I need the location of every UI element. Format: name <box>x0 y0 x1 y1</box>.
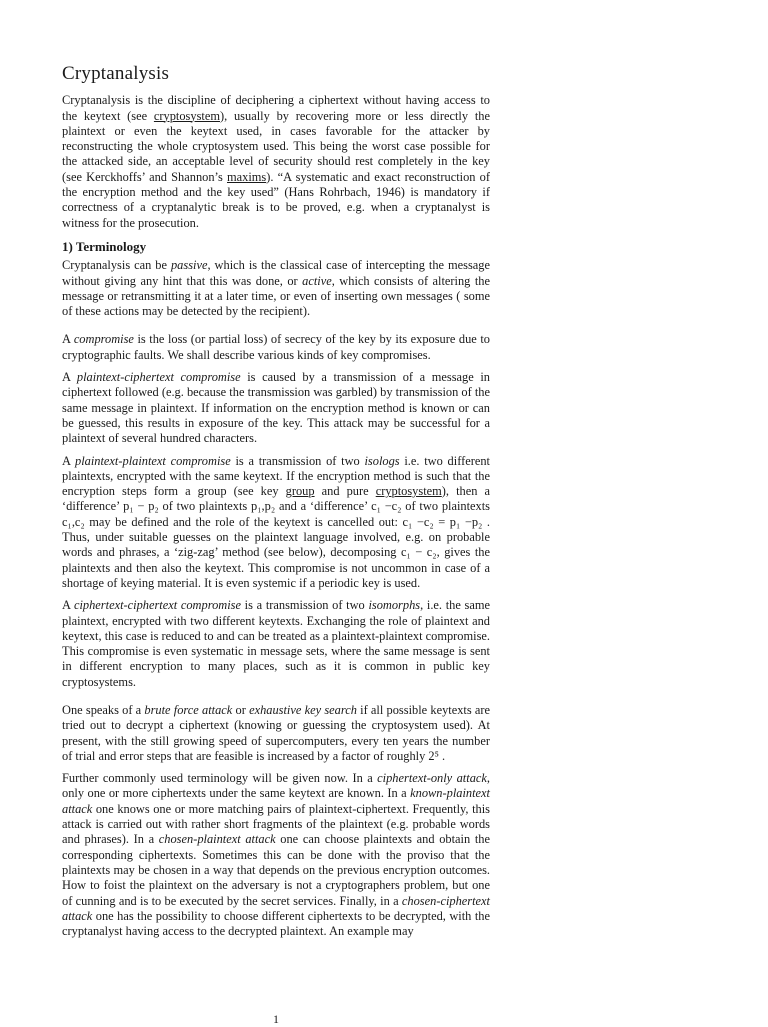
attack-types-paragraph: Further commonly used terminology will be given now. In a ciphertext-only attack, only one or more ciphertexts under the same keytext are known. In a known-plaintext attack one knows one or more matching pairs of plaintext-ciphertext. Frequently, this attack is carried out with rather short fragments of the plaintext (e.g. probable words and phrases). In a chosen-plaintext attack one can choose plaintexts and obtain the corresponding ciphertexts. Sometimes this can be done with the proviso that the plaintexts may be chosen in a way that depends on the previous encryption outcomes. How to foist the plaintext on the adversary is not a cryptographers problem, but one of cunning and is to be executed by the secret services. Finally, in a chosen-ciphertext attack one has the possibility to choose different ciphertexts to be decrypted, with the cryptanalyst having access to the decrypted plaintext. An example may <box>62 771 490 939</box>
ciphertext-ciphertext-paragraph: A ciphertext-ciphertext compromise is a transmission of two isomorphs, i.e. the same plaintext, encrypted with two different keytexts. Exchanging the role of plaintext and keytext, this case is reduced to and can be treated as a plaintext-plaintext compromise. This compromise is even systematic in message sets, where the same message is sent in different encryption to many places, such as it is common in public key cryptosystems. <box>62 598 490 689</box>
plaintext-plaintext-paragraph: A plaintext-plaintext compromise is a transmission of two isologs i.e. two different plaintexts, encrypted with the same keytext. If the encryption method is such that the encryption steps form a group (see key group and pure cryptosystem), then a ‘difference’ p₁ − p₂ of two plaintexts p₁,p₂ and a ‘difference’ c₁ −c₂ of two plaintexts c₁,c₂ may be defined and the role of the keytext is cancelled out: c₁ −c₂ = p₁ −p₂ . Thus, under suitable guesses on the plaintext language involved, e.g. on probable words and phrases, a ‘zig-zag’ method (see below), decomposing c₁ − c₂, gives the plaintexts and then also the keytext. This compromise is not uncommon in case of a shortage of keying material. It is even systemic if a periodic key is used. <box>62 453 490 590</box>
plaintext-ciphertext-paragraph: A plaintext-ciphertext compromise is caused by a transmission of a message in ciphertext followed (e.g. because the transmission was garbled) by transmission of the same message in plaintext. If information on the encryption method is known or can be guessed, this results in exposure of the key. This attack may be successful for a plaintext of several hundred characters. <box>62 370 490 446</box>
intro-paragraph: Cryptanalysis is the discipline of deciphering a ciphertext without having access to the keytext (see cryptosystem), usually by recovering more or less directly the plaintext or even the keytext used, in cases favorable for the attacker by reconstructing the whole cryptosystem used. This being the worst case possible for the attacked side, an acceptable level of security should rest completely in the key (see Kerckhoffs’ and Shannon’s maxims). “A systematic and exact reconstruction of the encryption method and the key used” (Hans Rohrbach, 1946) is mandatory if correctness of a cryptanalytic break is to be proved, e.g. when a cryptanalyst is witness for the prosecution. <box>62 93 490 230</box>
brute-force-paragraph: One speaks of a brute force attack or exhaustive key search if all possible keytexts are tried out to decrypt a ciphertext (knowing or guessing the cryptosystem used). At present, with the still growing speed of supercomputers, every ten years the number of trial and error steps that are feasible is increased by a factor of roughly 2⁵ . <box>62 702 491 763</box>
document-body <box>62 63 491 946</box>
cryptosystem-link[interactable]: cryptosystem <box>153 108 220 123</box>
compromise-paragraph: A compromise is the loss (or partial loss) of secrecy of the key by its exposure due to cryptographic faults. We shall describe various kinds of key compromises. <box>62 332 490 362</box>
cryptosystem-link-2[interactable]: cryptosystem <box>375 484 442 499</box>
maxims-link[interactable]: maxims <box>227 169 267 184</box>
page-number: 1 <box>273 1012 279 1026</box>
section-heading-terminology: 1) Terminology <box>62 238 147 254</box>
group-link[interactable]: group <box>285 484 315 499</box>
terminology-paragraph: Cryptanalysis can be passive, which is the classical case of intercepting the message without giving any hint that this was done, or active, which consists of altering the message or retransmitting it at a later time, or even of inserting own messages ( some of these actions may be detected by the recipient). <box>62 258 490 319</box>
page-title: Cryptanalysis <box>62 63 170 84</box>
